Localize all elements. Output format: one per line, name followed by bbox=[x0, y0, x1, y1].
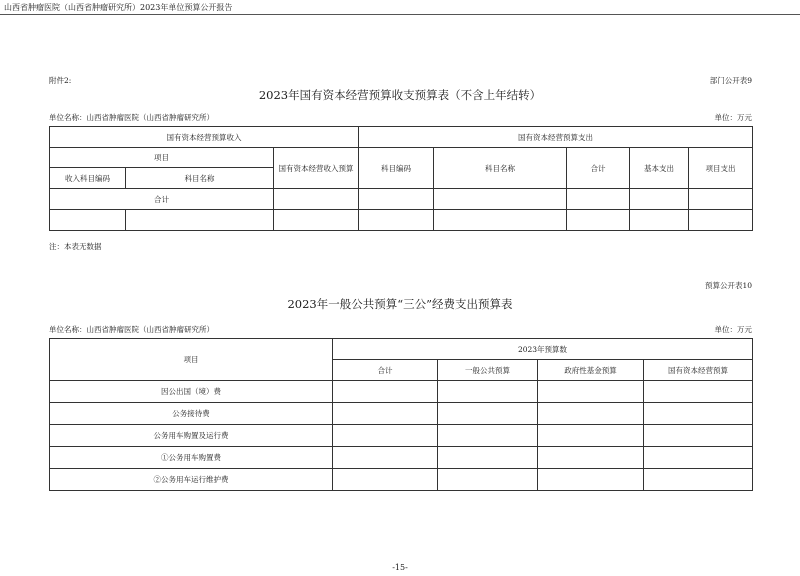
table-cell bbox=[434, 210, 567, 231]
unit-label-1: 单位：万元 bbox=[714, 113, 752, 122]
table-number-10: 预算公开表10 bbox=[704, 281, 752, 290]
column-header: 一般公共预算 bbox=[438, 360, 538, 381]
column-header: 国有资本经营预算 bbox=[644, 360, 753, 381]
table-cell bbox=[274, 189, 359, 210]
budget-year-header: 2023年预算数 bbox=[333, 339, 753, 360]
table-cell bbox=[567, 210, 630, 231]
table-cell bbox=[359, 210, 434, 231]
unit-name-1: 单位名称：山西省肿瘤医院（山西省肿瘤研究所） bbox=[49, 113, 214, 122]
table-row bbox=[50, 403, 753, 425]
table-row bbox=[50, 425, 753, 447]
table-cell bbox=[644, 403, 753, 425]
table-cell bbox=[644, 447, 753, 469]
table-cell bbox=[538, 469, 644, 491]
subject-code-header: 科目编码 bbox=[359, 148, 434, 189]
expense-header: 国有资本经营预算支出 bbox=[359, 127, 753, 148]
header-divider bbox=[0, 14, 800, 15]
table-cell bbox=[438, 381, 538, 403]
page-number: -15- bbox=[392, 563, 408, 572]
table-cell bbox=[333, 381, 438, 403]
page-header: 山西省肿瘤医院（山西省肿瘤研究所）2023年单位预算公开报告 bbox=[4, 3, 233, 12]
unit-name-2: 单位名称：山西省肿瘤医院（山西省肿瘤研究所） bbox=[49, 325, 214, 334]
table-row bbox=[50, 469, 753, 491]
row-label: 公务接待费 bbox=[50, 403, 333, 425]
table-cell bbox=[359, 189, 434, 210]
table-cell bbox=[333, 447, 438, 469]
table9-title: 2023年国有资本经营预算收支预算表（不含上年结转） bbox=[258, 88, 542, 102]
table-cell bbox=[689, 189, 753, 210]
table-number-9: 部门公开表9 bbox=[709, 76, 752, 85]
table-cell bbox=[630, 189, 689, 210]
state-capital-budget-table bbox=[49, 126, 753, 231]
table-cell bbox=[333, 425, 438, 447]
row-label: 公务用车购置及运行费 bbox=[50, 425, 333, 447]
table-cell bbox=[274, 210, 359, 231]
subject-name-header: 科目名称 bbox=[434, 148, 567, 189]
income-budget-header: 国有资本经营收入预算 bbox=[274, 148, 359, 189]
total-header: 合计 bbox=[567, 148, 630, 189]
table10-title: 2023年一般公共预算“三公”经费支出预算表 bbox=[287, 297, 513, 311]
income-subject-name-header: 科目名称 bbox=[126, 168, 274, 189]
table-cell bbox=[438, 425, 538, 447]
row-label: ②公务用车运行维护费 bbox=[50, 469, 333, 491]
project-expense-header: 项目支出 bbox=[689, 148, 753, 189]
table-cell bbox=[538, 403, 644, 425]
table-cell bbox=[50, 210, 126, 231]
income-code-header: 收入科目编码 bbox=[50, 168, 126, 189]
table-cell bbox=[126, 210, 274, 231]
basic-expense-header: 基本支出 bbox=[630, 148, 689, 189]
table-cell bbox=[438, 447, 538, 469]
column-header: 政府性基金预算 bbox=[538, 360, 644, 381]
three-public-expenses-table bbox=[49, 338, 753, 491]
item-header: 项目 bbox=[50, 339, 333, 381]
table-cell bbox=[333, 469, 438, 491]
table-note: 注：本表无数据 bbox=[49, 242, 102, 251]
table-cell bbox=[644, 469, 753, 491]
table-cell bbox=[438, 403, 538, 425]
sum-row-label: 合计 bbox=[50, 189, 274, 210]
unit-label-2: 单位：万元 bbox=[714, 325, 752, 334]
table-cell bbox=[538, 447, 644, 469]
table-cell bbox=[434, 189, 567, 210]
table-cell bbox=[538, 381, 644, 403]
income-header: 国有资本经营预算收入 bbox=[50, 127, 359, 148]
column-header: 合计 bbox=[333, 360, 438, 381]
table-cell bbox=[538, 425, 644, 447]
table-cell bbox=[630, 210, 689, 231]
table-cell bbox=[333, 403, 438, 425]
row-label: ①公务用车购置费 bbox=[50, 447, 333, 469]
table-cell bbox=[644, 425, 753, 447]
attachment-label: 附件2: bbox=[49, 76, 72, 85]
table-cell bbox=[567, 189, 630, 210]
row-label: 因公出国（境）费 bbox=[50, 381, 333, 403]
table-row bbox=[50, 381, 753, 403]
table-cell bbox=[438, 469, 538, 491]
item-header: 项目 bbox=[50, 148, 274, 168]
table-row bbox=[50, 447, 753, 469]
table-cell bbox=[644, 381, 753, 403]
table-cell bbox=[689, 210, 753, 231]
